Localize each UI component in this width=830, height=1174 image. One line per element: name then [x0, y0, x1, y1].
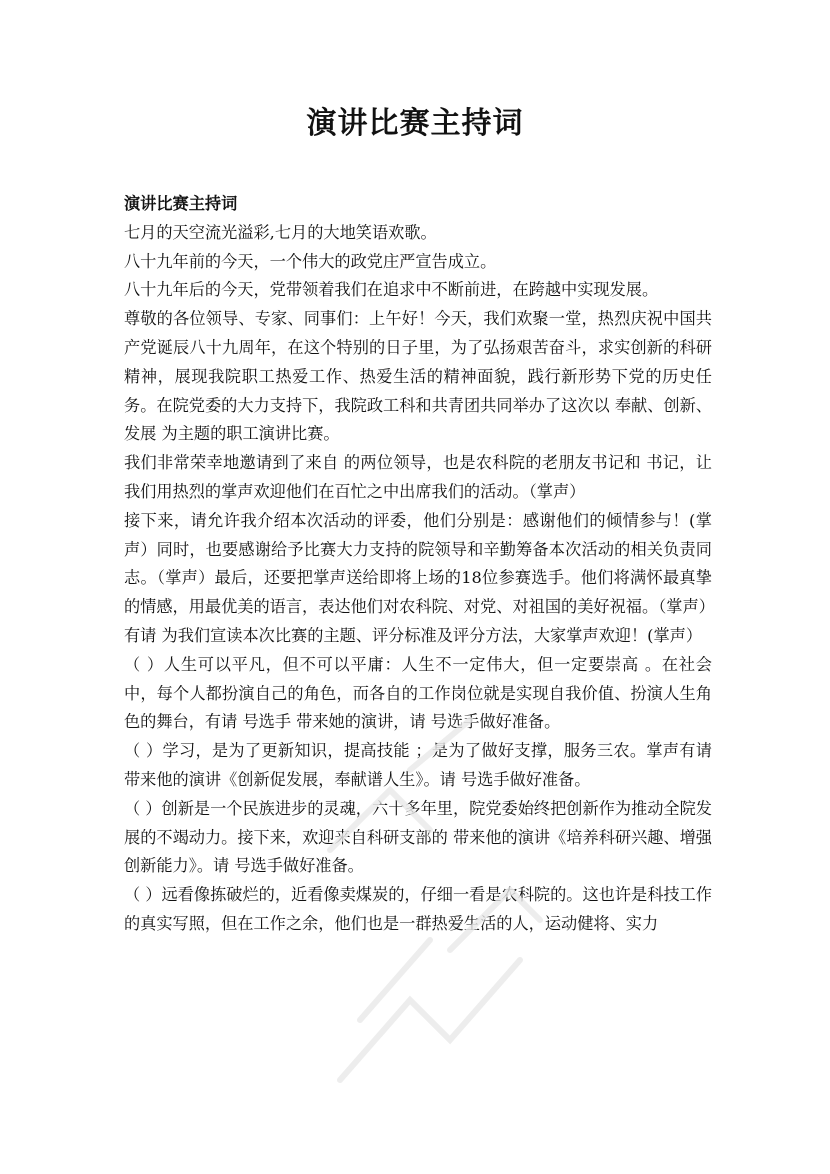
document-title: 演讲比赛主持词 [306, 106, 524, 141]
paragraph: 我们非常荣幸地邀请到了来自 的两位领导，也是农科院的老朋友书记和 书记，让我们用热烈的掌声欢迎他们在百忙之中出席我们的活动。（掌声） [124, 453, 712, 501]
paragraph: 有请 为我们宣读本次比赛的主题、评分标准及评分方法，大家掌声欢迎！(掌声） [124, 625, 703, 645]
paragraph: 七月的天空流光溢彩,七月的大地笑语欢歌。 [124, 222, 437, 242]
paragraph: 接下来，请允许我介绍本次活动的评委，他们分别是：感谢他们的倾情参与！(掌声）同时，也要感谢给予比赛大力支持的院领导和辛勤筹备本次活动的相关负责同志。（掌声）最后，还要把掌声送给即将上场的18位参赛选手。他们将满怀最真挚的情感，用最优美的语言，表达他们对农科院、对党、对祖国的美好祝福。（掌声） [124, 510, 715, 617]
paragraph: 八十九年后的今天，党带领着我们在追求中不断前进，在跨越中实现发展。 [124, 280, 659, 300]
document-body [124, 190, 715, 939]
paragraph: （ ）远看像拣破烂的，近看像卖煤炭的，仔细一看是农科院的。这也许是科技工作的真实写照，但在工作之余，他们也是一群热爱生活的人，运动健将、实力 [124, 885, 712, 933]
paragraph: 八十九年前的今天，一个伟大的政党庄严宣告成立。 [124, 251, 497, 271]
paragraph: （ ）创新是一个民族进步的灵魂，六十多年里，院党委始终把创新作为推动全院发展的不竭动力。接下来，欢迎来自科研支部的 带来他的演讲《培养科研兴趣、增强创新能力》。请 号选手做好准备。 [124, 798, 712, 876]
paragraph: （ ）学习，是为了更新知识，提高技能 ；是为了做好支撑，服务三农。掌声有请 带来他的演讲《创新促发展，奉献谱人生》。请 号选手做好准备。 [124, 741, 712, 789]
paragraph: 尊敬的各位领导、专家、同事们：上午好！今天，我们欢聚一堂，热烈庆祝中国共产党诞辰八十九周年，在这个特别的日子里，为了弘扬艰苦奋斗，求实创新的科研精神，展现我院职工热爱工作、热爱生活的精神面貌，践行新形势下党的历史任务。在院党委的大力支持下，我院政工科和共青团共同举办了这次以 奉献、创新、发展 为主题的职工演讲比赛。 [124, 309, 712, 444]
paragraph: （ ）人生可以平凡，但不可以平庸：人生不一定伟大，但一定要崇高 。在社会中，每个人都扮演自己的角色，而各自的工作岗位就是实现自我价值、扮演人生角色的舞台，有请 号选手 带来她的演讲，请 号选手做好准备。 [124, 654, 712, 732]
document-subtitle: 演讲比赛主持词 [124, 194, 238, 213]
